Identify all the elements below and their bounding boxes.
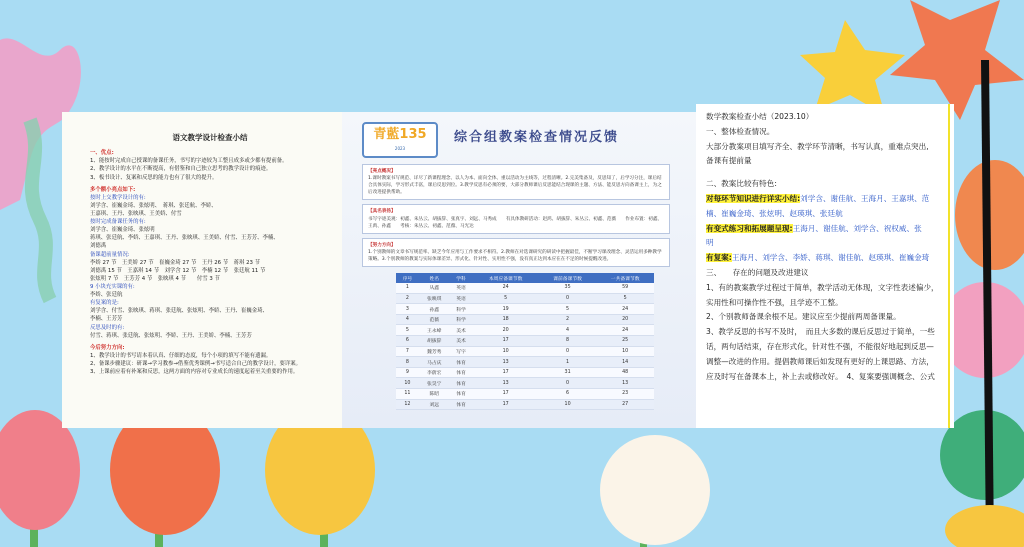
table-cell: 英语 <box>450 283 473 293</box>
group-line: 刘学含、付雪、张映琪、蒋琪、张廷航、张炫明、李娇、王丹、崔巍金琦、 <box>90 308 268 315</box>
paragraph-line: 备课有提前量 <box>706 156 752 166</box>
box-label: 【具名表扬】 <box>368 209 396 215</box>
column-header: 课前备课节数 <box>539 273 597 283</box>
table-cell: 10 <box>596 346 654 357</box>
strengths-heading: 一、优点: <box>90 150 114 157</box>
table-cell: 体育 <box>450 378 473 389</box>
table-cell: 23 <box>596 389 654 400</box>
table-cell: 24 <box>596 304 654 315</box>
table-cell: 4 <box>396 314 419 325</box>
table-cell: 10 <box>539 399 597 410</box>
paragraph-line: 调整—改进的作用。提倡教师课后如发现有更好的上课思路、方法， <box>706 356 934 366</box>
table-cell: 体育 <box>450 357 473 368</box>
column-header: 序号 <box>396 273 419 283</box>
table-cell: 陈昭 <box>419 389 450 400</box>
section-heading: 三、 存在的问题及改进建议 <box>706 267 809 277</box>
group-label: 按时完成备课任务的有: <box>90 219 146 226</box>
left-doc-title: 语文教学设计检查小结 <box>172 133 248 142</box>
orange-star-icon <box>890 0 1024 120</box>
paragraph-line: 应及时写在备课本上，补上去或修改好。 4、复案要强调概念、公式 <box>706 371 935 381</box>
group-line: 王嘉琪、王丹、张映琪、王美娇、付雪 <box>90 211 182 218</box>
strength-line: 2、教学设计的水平在不断提高，有借鉴和自己独立思考的教学设计的痕迹。 <box>90 166 272 173</box>
table-row <box>396 314 654 325</box>
group-line: 刘德禹 <box>90 243 107 250</box>
table-cell: 孙鑫 <box>419 304 450 315</box>
table-cell: 3 <box>396 304 419 315</box>
table-cell: 17 <box>472 367 538 378</box>
box-text: 1.课时教案书写规范、详尽了新课程理念、以人为本、面向全体、重以活动为主线等，过程清晰。2.完美集备及，反思知了，后学习分注，课后结合具体实际，学习形式丰富，课后反思到位。3.教学反思有必须的要，大部分教师课后反思能结合现课的主题、方法、能反思方向备课主上，为之后改进提供帮助。 <box>368 176 662 196</box>
lesson-count-table <box>396 273 654 410</box>
table-cell: 12 <box>396 399 419 410</box>
table-cell: 13 <box>596 378 654 389</box>
paragraph-line: 话，两句话结束，存在形式化，针对性不强，不能很好地起到反思— <box>706 341 934 351</box>
table-cell: 20 <box>472 325 538 336</box>
table-cell: 体育 <box>450 389 473 400</box>
paragraph-line: 大部分教案项目填写齐全、教学环节清晰，书写认真，重难点突出, <box>706 141 929 151</box>
table-cell: 20 <box>596 314 654 325</box>
group-label: 反思及时的有: <box>90 324 125 331</box>
table-row <box>396 378 654 389</box>
group-label: 按时上交教学设计的有: <box>90 194 146 201</box>
group-line: 刘德禹 15 节 王嘉琪 14 节 刘学含 12 节 李楠 12 节 张廷航 11 节 <box>90 267 266 274</box>
direction-line: 2、备课步骤建议：研课→学习教参→借鉴优秀课例→书写适合自己的教学设计，要详案。 <box>90 360 302 367</box>
table-cell: 科学 <box>450 304 473 315</box>
teacher-names: 刘学含、谢佳航、王海月、王嘉琪、范 <box>800 193 930 203</box>
direction-line: 1、教学设计的书写请本着认真、仔细的态度，每个小项的填写不能有遗漏。 <box>90 352 272 359</box>
highlight-label: 对每环节知识进行详实小结: <box>706 193 801 203</box>
table-cell: 英语 <box>450 293 473 304</box>
table-row <box>396 336 654 347</box>
highlight-label: 有变式练习和拓展题呈现: <box>706 223 793 233</box>
table-cell: 魏芳秀 <box>419 346 450 357</box>
table-cell: 范薇 <box>419 314 450 325</box>
table-cell: 胡拔辞 <box>419 336 450 347</box>
table-cell: 0 <box>539 293 597 304</box>
table-row <box>396 346 654 357</box>
table-cell: 7 <box>396 346 419 357</box>
table-cell: 2 <box>396 293 419 304</box>
table-cell: 张昊宁 <box>419 378 450 389</box>
table-cell: 35 <box>539 283 597 293</box>
chinese-lesson-plan-summary <box>62 112 342 428</box>
column-header: 一共备课节数 <box>596 273 654 283</box>
box-label: 【努力方向】 <box>368 242 396 248</box>
strength-line: 1、能按时完成自己授课的备课任务，书写的字迹较为工整且成多或少都有提前备。 <box>90 158 288 165</box>
teacher-names: 王海月、谢佳航、刘学含、祝权威、张 <box>792 223 922 233</box>
table-cell: 从鑫 <box>419 283 450 293</box>
white-tulip-icon <box>600 435 710 545</box>
group-line: 刘学含、崔巍金琦、张炫明 <box>90 227 155 234</box>
column-header: 学科 <box>450 273 473 283</box>
group-line: 李楠、王芳芳 <box>90 316 123 323</box>
group-label: 9 小块充实课的有: <box>90 284 135 290</box>
group-label: 备课超前量情况: <box>90 251 130 258</box>
table-cell: 0 <box>539 346 597 357</box>
table-row <box>396 304 654 315</box>
table-cell: 4 <box>539 325 597 336</box>
pink-tulip-icon <box>0 410 80 530</box>
table-cell: 刘远 <box>419 399 450 410</box>
highlights-box <box>362 164 670 200</box>
table-cell: 美术 <box>450 325 473 336</box>
section-heading: 一、整体检查情况。 <box>706 126 775 136</box>
table-cell: 17 <box>472 399 538 410</box>
table-row <box>396 293 654 304</box>
qinglan-logo <box>362 122 438 158</box>
strength-line: 3、板书设计、复案和反思的能力也有了很大的提升。 <box>90 174 218 181</box>
table-cell: 14 <box>596 357 654 368</box>
table-cell: 马占庆 <box>419 357 450 368</box>
paragraph-line: 1、有的教案教学过程过于简单，教学活动无体现，文字性表述偏少， <box>706 282 939 292</box>
table-row <box>396 325 654 336</box>
yellow-round-icon <box>945 505 1024 547</box>
black-strip <box>985 60 990 547</box>
table-cell: 张映琪 <box>419 293 450 304</box>
highlights-heading: 多个额小亮点如下: <box>90 186 136 193</box>
table-cell: 10 <box>396 378 419 389</box>
box-text: 1.个别教师的文章书写规范率、缺乏今年应用与工作要求不相符。2.教师在对选课研究的研读中把握最佳，不断学习课改理念、灵活运用多种教学策略。3.个别教师的教案与实际体课差异、形式化、针对性、实用性不强，没有真正达到本应在在不足的时候提醒改进。 <box>368 249 662 262</box>
table-cell: 体育 <box>450 399 473 410</box>
right-doc-title: 数学教案检查小结（2023.10） <box>706 112 814 121</box>
table-cell: 写字 <box>450 346 473 357</box>
box-label: 【亮点概况】 <box>368 169 396 174</box>
table-cell: 王永峰 <box>419 325 450 336</box>
green-ribbon <box>30 120 50 300</box>
table-cell: 5 <box>596 293 654 304</box>
table-cell: 19 <box>472 304 538 315</box>
table-cell: 25 <box>596 336 654 347</box>
column-header: 本周应备课节数 <box>472 273 538 283</box>
table-cell: 10 <box>472 346 538 357</box>
logo-sub: 2023 <box>394 146 406 151</box>
paragraph-line: 3、教学反思的书写不及时， 而且大多数的课后反思过于简单，一些 <box>706 327 935 337</box>
logo-text: 青藍135 <box>373 127 427 142</box>
table-cell: 6 <box>539 389 597 400</box>
paragraph-line: 实用性和可操作性不强，且学迹不工整。 <box>706 297 843 307</box>
yellow-margin-strip <box>948 104 950 428</box>
table-cell: 0 <box>539 378 597 389</box>
table-row <box>396 399 654 410</box>
box-text: 书写字迹美观：初鑫、朱丛云、胡拔辞、张真宇、刘远、马秀成 有具体教研活动：赵鸿、胡拔辞、朱丛云、初鑫、范薇 作业布置：初鑫、王禹、孙鑫 考核：朱丛云、初鑫、范薇、马光达 <box>368 216 663 229</box>
table-cell: 48 <box>596 367 654 378</box>
group-line: 张炫明 7 节 王芳芳 4 节 张映琪 4 节 付雪 3 节 <box>90 275 220 282</box>
table-cell: 24 <box>596 325 654 336</box>
group-line: 付雪、蒋琪、张廷航、张炫明、李娇、王丹、王美娇、李楠、王芳芳 <box>90 332 252 339</box>
group-line: 蒋琪、张廷航、李娇、王嘉琪、王丹、张映琪、王美娇、付雪、王芳芳、李楠、 <box>90 235 279 242</box>
table-cell: 1 <box>539 357 597 368</box>
table-cell: 8 <box>539 336 597 347</box>
group-line: 李娇、张廷航 <box>90 292 123 299</box>
table-cell: 5 <box>396 325 419 336</box>
yellow-star-icon <box>800 20 905 115</box>
math-lesson-plan-summary <box>696 104 954 428</box>
table-row <box>396 389 654 400</box>
table-cell: 17 <box>472 336 538 347</box>
table-cell: 59 <box>596 283 654 293</box>
table-cell: 5 <box>472 293 538 304</box>
direction-heading: 今后努力方向: <box>90 344 125 351</box>
table-row <box>396 283 654 293</box>
table-cell: 24 <box>472 283 538 293</box>
teacher-names: 楠、崔巍金琦、张炫明、赵瑛琪、张廷航 <box>706 208 843 218</box>
table-cell: 17 <box>472 389 538 400</box>
teacher-names: 明 <box>706 238 714 248</box>
table-cell: 美术 <box>450 336 473 347</box>
table-cell: 1 <box>396 283 419 293</box>
table-cell: 2 <box>539 314 597 325</box>
direction-line: 3、上课前应着有补案和反思，这两方面的内容对专业成长的速度起着至关重要的作用。 <box>90 369 299 376</box>
praise-box <box>362 204 670 233</box>
group-line: 刘学含、崔巍金琦、张炫明、 蒋琪、张廷航、李娇、 <box>90 202 217 209</box>
table-cell: 李蔚宏 <box>419 367 450 378</box>
table-row <box>396 367 654 378</box>
table-cell: 科学 <box>450 314 473 325</box>
table-cell: 6 <box>396 336 419 347</box>
group-line: 李娇 27 节 王美娇 27 节 崔巍金琦 27 节 王丹 26 节 蒋琪 23 节 <box>90 259 261 266</box>
table-cell: 11 <box>396 389 419 400</box>
teacher-names: 王海月、刘学含、李娇、蒋琪、谢佳航、赵瑛琪、崔巍金琦 <box>731 253 930 263</box>
table-cell: 31 <box>539 367 597 378</box>
paragraph-line: 2、个别教师备课余根不足。建议应至少提前两周备课量。 <box>706 312 901 322</box>
table-cell: 27 <box>596 399 654 410</box>
table-cell: 18 <box>472 314 538 325</box>
direction-box <box>362 238 670 267</box>
column-header: 姓名 <box>419 273 450 283</box>
table-cell: 体育 <box>450 367 473 378</box>
table-cell: 13 <box>472 378 538 389</box>
table-cell: 8 <box>396 357 419 368</box>
comprehensive-group-feedback <box>342 112 696 428</box>
table-cell: 9 <box>396 367 419 378</box>
highlight-label: 有复案: <box>706 253 732 263</box>
group-label: 有复案的是: <box>90 300 119 307</box>
mid-doc-title: 综合组教案检查情况反馈 <box>454 130 620 145</box>
table-cell: 5 <box>539 304 597 315</box>
section-heading: 二、教案比较有特色: <box>706 179 777 189</box>
table-row <box>396 357 654 368</box>
table-cell: 13 <box>472 357 538 368</box>
